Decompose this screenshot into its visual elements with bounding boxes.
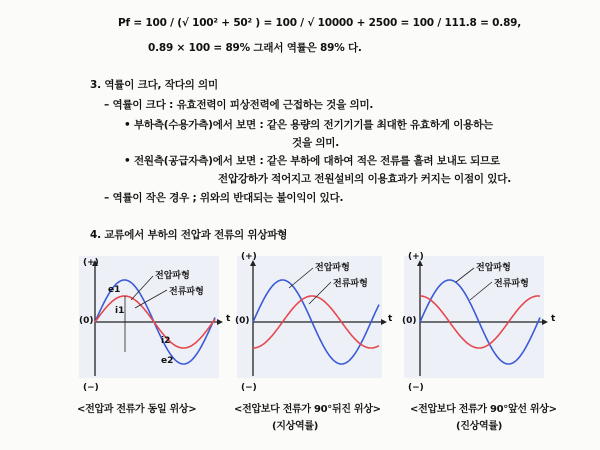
plus-label: (+) [408,252,424,262]
zero-label: (0) [79,316,94,326]
x-axis-arrow [381,319,387,325]
x-axis-arrow [217,319,223,325]
caption-leading: <전압보다 전류가 90°앞선 위상> [410,404,557,415]
graph-in-phase [75,248,245,398]
subcaption-leading: (진상역률) [456,421,502,432]
minus-label: (−) [83,383,99,393]
formula-line-2: 0.89 × 100 = 89% 그래서 역률은 89% 다. [148,42,362,54]
caption-lagging: <전압보다 전류가 90°뒤진 위상> [234,404,381,415]
graph-leading [400,248,570,398]
section-3-heading: 3. 역률이 크다, 작다의 의미 [90,79,218,91]
voltage-legend: 전압파형 [476,263,511,273]
e2-mark: e2 [161,356,174,366]
plus-label: (+) [241,252,257,262]
graph-background [404,256,544,378]
formula-line-1: Pf = 100 / (√ 100² + 50² ) = 100 / √ 10000 + 2500 = 100 / 111.8 = 0.89, [118,17,522,29]
minus-label: (−) [408,383,424,393]
t-label: t [551,314,556,324]
t-label: t [226,314,231,324]
zero-label: (0) [235,316,250,326]
minus-label: (−) [241,383,257,393]
section-3-bullet-load-side: • 부하측(수용가측)에서 보면 : 같은 용량의 전기기기를 최대한 유효하게 이용하는 [124,119,493,131]
e1-mark: e1 [108,285,121,295]
section-3-bullet-source-side-cont: 전압강하가 적어지고 전원설비의 이용효과가 커지는 이점이 있다. [218,173,511,185]
section-3-bullet-load-side-cont: 것을 의미. [292,137,340,149]
plus-label: (+) [83,258,99,268]
caption-in-phase: <전압과 전류가 동일 위상> [77,404,197,415]
section-3-bullet-source-side: • 전원측(공급자측)에서 보면 : 같은 부하에 대하여 적은 전류를 흘려 보내도 되므로 [124,155,500,167]
current-legend: 전류파형 [169,287,204,297]
graph-lagging [233,248,403,398]
zero-label: (0) [402,316,417,326]
section-3-item-large: – 역률이 크다 : 유효전력이 피상전력에 근접하는 것을 의미. [104,99,374,111]
current-legend: 전류파형 [494,279,529,289]
section-3-item-small: – 역률이 작은 경우 ; 위와의 반대되는 불이익이 있다. [104,192,344,204]
i2-mark: i2 [161,336,171,346]
voltage-legend: 전압파형 [315,263,350,273]
voltage-legend: 전압파형 [155,271,190,281]
current-legend: 전류파형 [333,279,368,289]
subcaption-lagging: (지상역률) [272,421,318,432]
graph-background [79,256,219,378]
section-4-heading: 4. 교류에서 부하의 전압과 전류의 위상파형 [90,229,288,241]
t-label: t [388,314,393,324]
x-axis-arrow [542,319,548,325]
i1-mark: i1 [115,306,125,316]
